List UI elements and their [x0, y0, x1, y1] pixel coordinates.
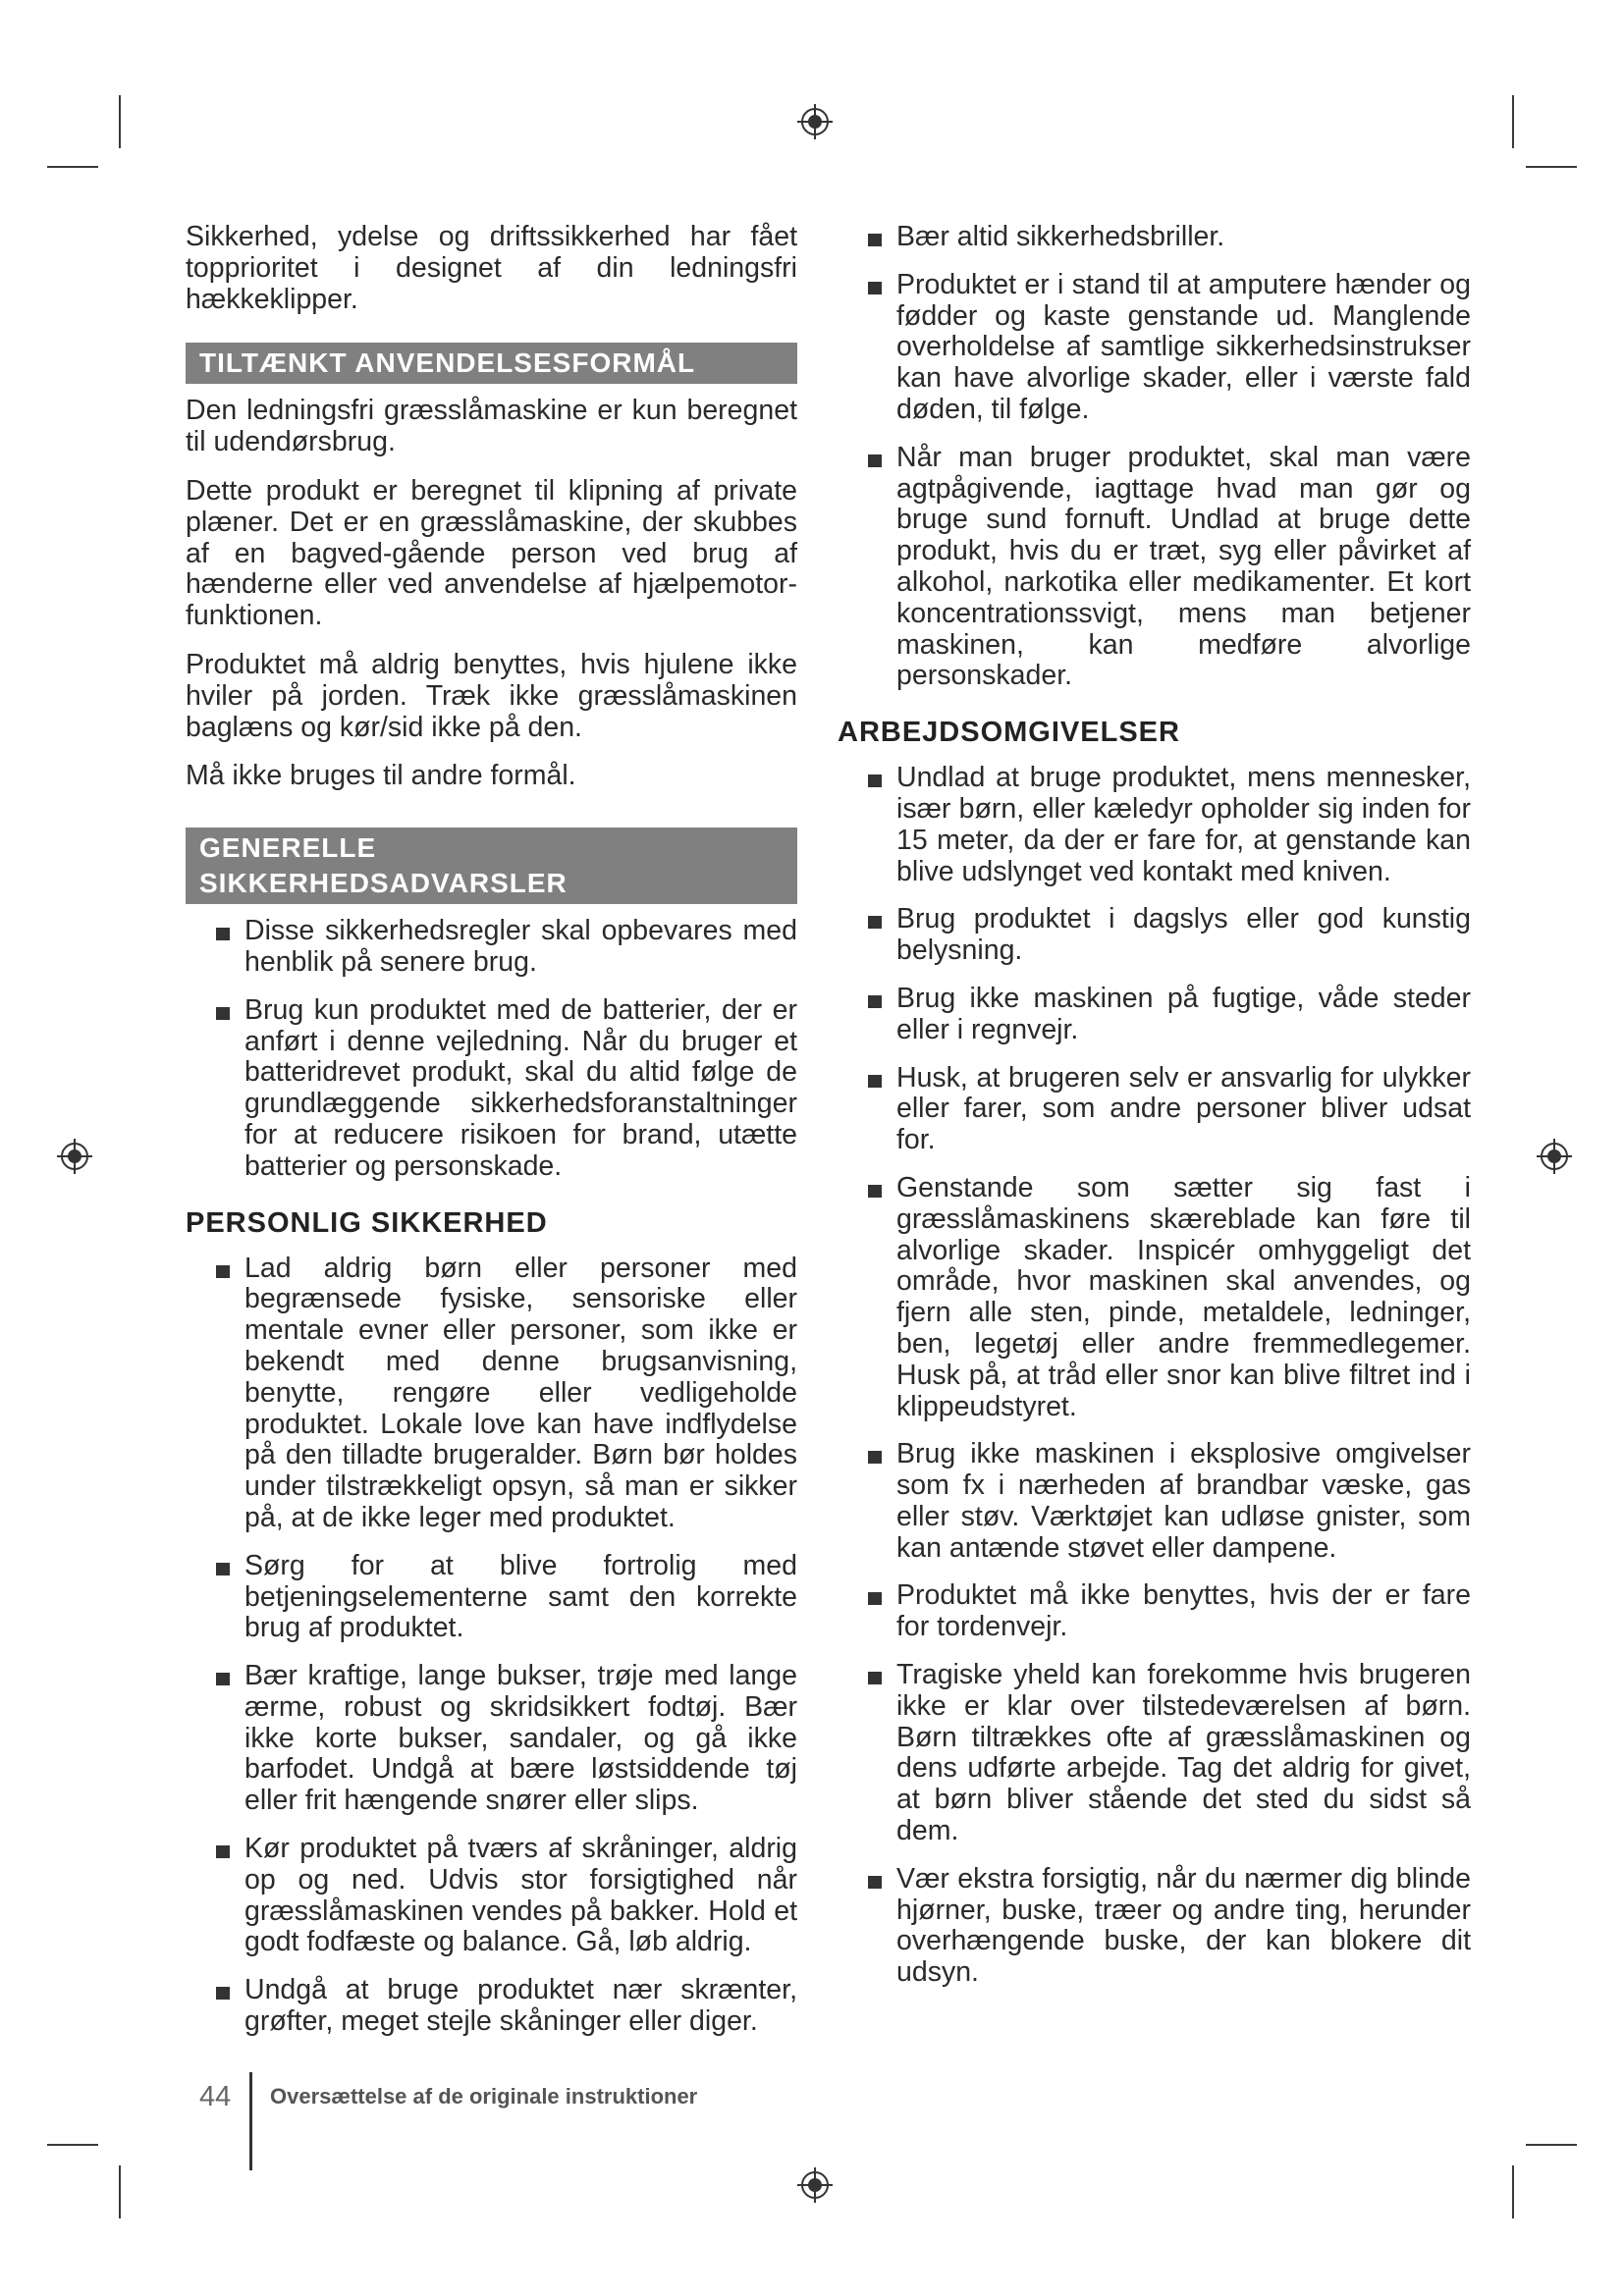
bullet-list — [838, 763, 1471, 1989]
bullet-list — [186, 1254, 797, 2038]
paragraph: Den ledningsfri græsslåmaskine er kun beregnet til udendørsbrug. — [186, 395, 797, 458]
bullet-icon — [216, 1007, 230, 1020]
list-item: Bær altid sikkerhedsbriller. — [865, 222, 1471, 253]
section-heading-intended-use: TILTÆNKT ANVENDELSESFORMÅL — [186, 343, 797, 384]
list-item: Tragiske yheld kan forekomme hvis brugeren ikke er klar over tilstedeværelsen af børn. Børn tiltrækkes ofte af græsslåmaskinen og dens udførte arbejde. Tag det aldrig for givet, at børn bliver stående det sted du sidst så dem. — [865, 1660, 1471, 1847]
section-heading-personal-safety: PERSONLIG SIKKERHED — [186, 1206, 548, 1239]
registration-mark-icon — [1535, 1137, 1574, 1176]
registration-mark-icon — [795, 102, 835, 141]
bullet-icon — [868, 282, 882, 294]
crop-mark — [119, 95, 121, 148]
bullet-icon — [868, 1672, 882, 1684]
bullet-icon — [216, 1673, 230, 1685]
list-item: Bær kraftige, lange bukser, trøje med lange ærme, robust og skridsikkert fodtøj. Bær ikke korte bukser, sandaler, og gå ikke barfodet. Undgå at bære løstsiddende tøj eller frit hængende snører eller slips. — [213, 1661, 797, 1817]
bullet-icon — [868, 234, 882, 246]
paragraph: Må ikke bruges til andre formål. — [186, 760, 576, 792]
crop-mark — [47, 2144, 98, 2146]
list-item: Brug kun produktet med de batterier, der er anført i denne vejledning. Når du bruger et batteridrevet produkt, skal du altid følge de grundlæggende sikkerhedsforanstaltninger for at reducere risikoen for brand, utætte batterier og personskade. — [213, 995, 797, 1183]
heading-line: GENERELLE — [199, 832, 377, 864]
list-item: Undgå at bruge produktet nær skrænter, grøfter, meget stejle skåninger eller diger. — [213, 1975, 797, 2038]
list-item: Vær ekstra forsigtig, når du nærmer dig blinde hjørner, buske, træer og andre ting, herunder overhængende buske, der kan blokere dit udsyn. — [865, 1864, 1471, 1989]
bullet-icon — [868, 1876, 882, 1889]
list-item: Genstande som sætter sig fast i græsslåmaskinens skæreblade kan føre til alvorlige skader. Inspicér omhyggeligt det område, hvor maskinen skal anvendes, og fjern alle sten, pinde, metaldele, ledninger, ben, legetøj eller andre fremmedlegemer. Husk på, at tråd eller snor kan blive filtret ind i klippeudstyret. — [865, 1173, 1471, 1422]
bullet-icon — [868, 1592, 882, 1605]
list-item: Lad aldrig børn eller personer med begrænsede fysiske, sensoriske eller mentale evner eller personer, som ikke er bekendt med denne brugsanvisning, benytte, rengøre eller vedligeholde produktet. Lokale love kan have indflydelse på den tilladte brugeralder. Børn bør holdes under tilstrækkeligt opsyn, så man er sikker på, at de ikke leger med produktet. — [213, 1254, 797, 1534]
paragraph: Dette produkt er beregnet til klipning af private plæner. Det er en græsslåmaskine, der skubbes af en bagved-gående person ved brug af hænderne eller ved anvendelse af hjælpemotor-funktionen. — [186, 474, 797, 632]
list-item: Produktet er i stand til at amputere hænder og fødder og kaste genstande ud. Manglende overholdelse af samtlige sikkerhedsinstrukser kan have alvorlige skader, eller i værste fald døden, til følge. — [865, 270, 1471, 426]
bullet-list — [186, 916, 797, 1182]
bullet-icon — [868, 1185, 882, 1198]
list-item: Brug ikke maskinen på fugtige, våde steder eller i regnvejr. — [865, 984, 1471, 1046]
crop-mark — [1512, 2165, 1514, 2218]
bullet-icon — [216, 1987, 230, 2000]
bullet-icon — [216, 1845, 230, 1858]
bullet-icon — [868, 1075, 882, 1088]
list-item: Sørg for at blive fortrolig med betjeningselementerne samt den korrekte brug af produktet. — [213, 1551, 797, 1644]
bullet-icon — [216, 1265, 230, 1278]
bullet-icon — [868, 1451, 882, 1464]
list-item: Brug ikke maskinen i eksplosive omgivelser som fx i nærheden af brandbar væske, gas eller støv. Værktøjet kan udløse gnister, som kan antænde støvet eller dampene. — [865, 1439, 1471, 1564]
paragraph: Produktet må aldrig benyttes, hvis hjulene ikke hviler på jorden. Træk ikke græsslåmaskinen baglæns og kør/sid ikke på den. — [186, 648, 797, 743]
crop-mark — [1512, 95, 1514, 148]
list-item: Disse sikkerhedsregler skal opbevares med henblik på senere brug. — [213, 916, 797, 979]
crop-mark — [1526, 2144, 1577, 2146]
page-number: 44 — [199, 2081, 232, 2112]
footer-divider — [249, 2072, 252, 2170]
registration-mark-icon — [795, 2165, 835, 2205]
list-item: Produktet må ikke benyttes, hvis der er fare for tordenvejr. — [865, 1580, 1471, 1643]
list-item: Undlad at bruge produktet, mens mennesker, især børn, eller kæledyr opholder sig inden for 15 meter, da der er fare for, at genstande kan blive udslynget ved kontakt med kniven. — [865, 763, 1471, 887]
bullet-icon — [216, 928, 230, 940]
footer-title: Oversættelse af de originale instruktioner — [270, 2084, 698, 2109]
list-item: Kør produktet på tværs af skråninger, aldrig op og ned. Udvis stor forsigtighed når græsslåmaskinen vendes på bakker. Hold et godt fodfæste og balance. Gå, løb aldrig. — [213, 1834, 797, 1958]
left-column — [186, 222, 797, 2055]
bullet-icon — [868, 995, 882, 1008]
section-heading-general-warnings — [186, 828, 797, 904]
list-item: Brug produktet i dagslys eller god kunstig belysning. — [865, 904, 1471, 967]
registration-mark-icon — [55, 1137, 94, 1176]
right-column — [838, 222, 1471, 2005]
list-item: Når man bruger produktet, skal man være agtpågivende, iagttage hvad man gør og bruge sund fornuft. Undlad at bruge dette produkt, hvis du er træt, syg eller påvirket af alkohol, narkotika eller medikamenter. Et kort koncentrationssvigt, mens man betjener maskinen, kan medføre alvorlige personskader. — [865, 443, 1471, 692]
heading-line: SIKKERHEDSADVARSLER — [199, 868, 568, 899]
section-heading-work-environment: ARBEJDSOMGIVELSER — [838, 717, 1180, 749]
bullet-icon — [216, 1563, 230, 1575]
intro-paragraph: Sikkerhed, ydelse og driftssikkerhed har fået topprioritet i designet af din ledningsfri hækkeklipper. — [186, 221, 797, 315]
crop-mark — [47, 166, 98, 168]
crop-mark — [1526, 166, 1577, 168]
bullet-list — [838, 222, 1471, 692]
bullet-icon — [868, 916, 882, 929]
bullet-icon — [868, 774, 882, 787]
crop-mark — [119, 2165, 121, 2218]
bullet-icon — [868, 454, 882, 467]
list-item: Husk, at brugeren selv er ansvarlig for ulykker eller farer, som andre personer bliver udsat for. — [865, 1063, 1471, 1156]
